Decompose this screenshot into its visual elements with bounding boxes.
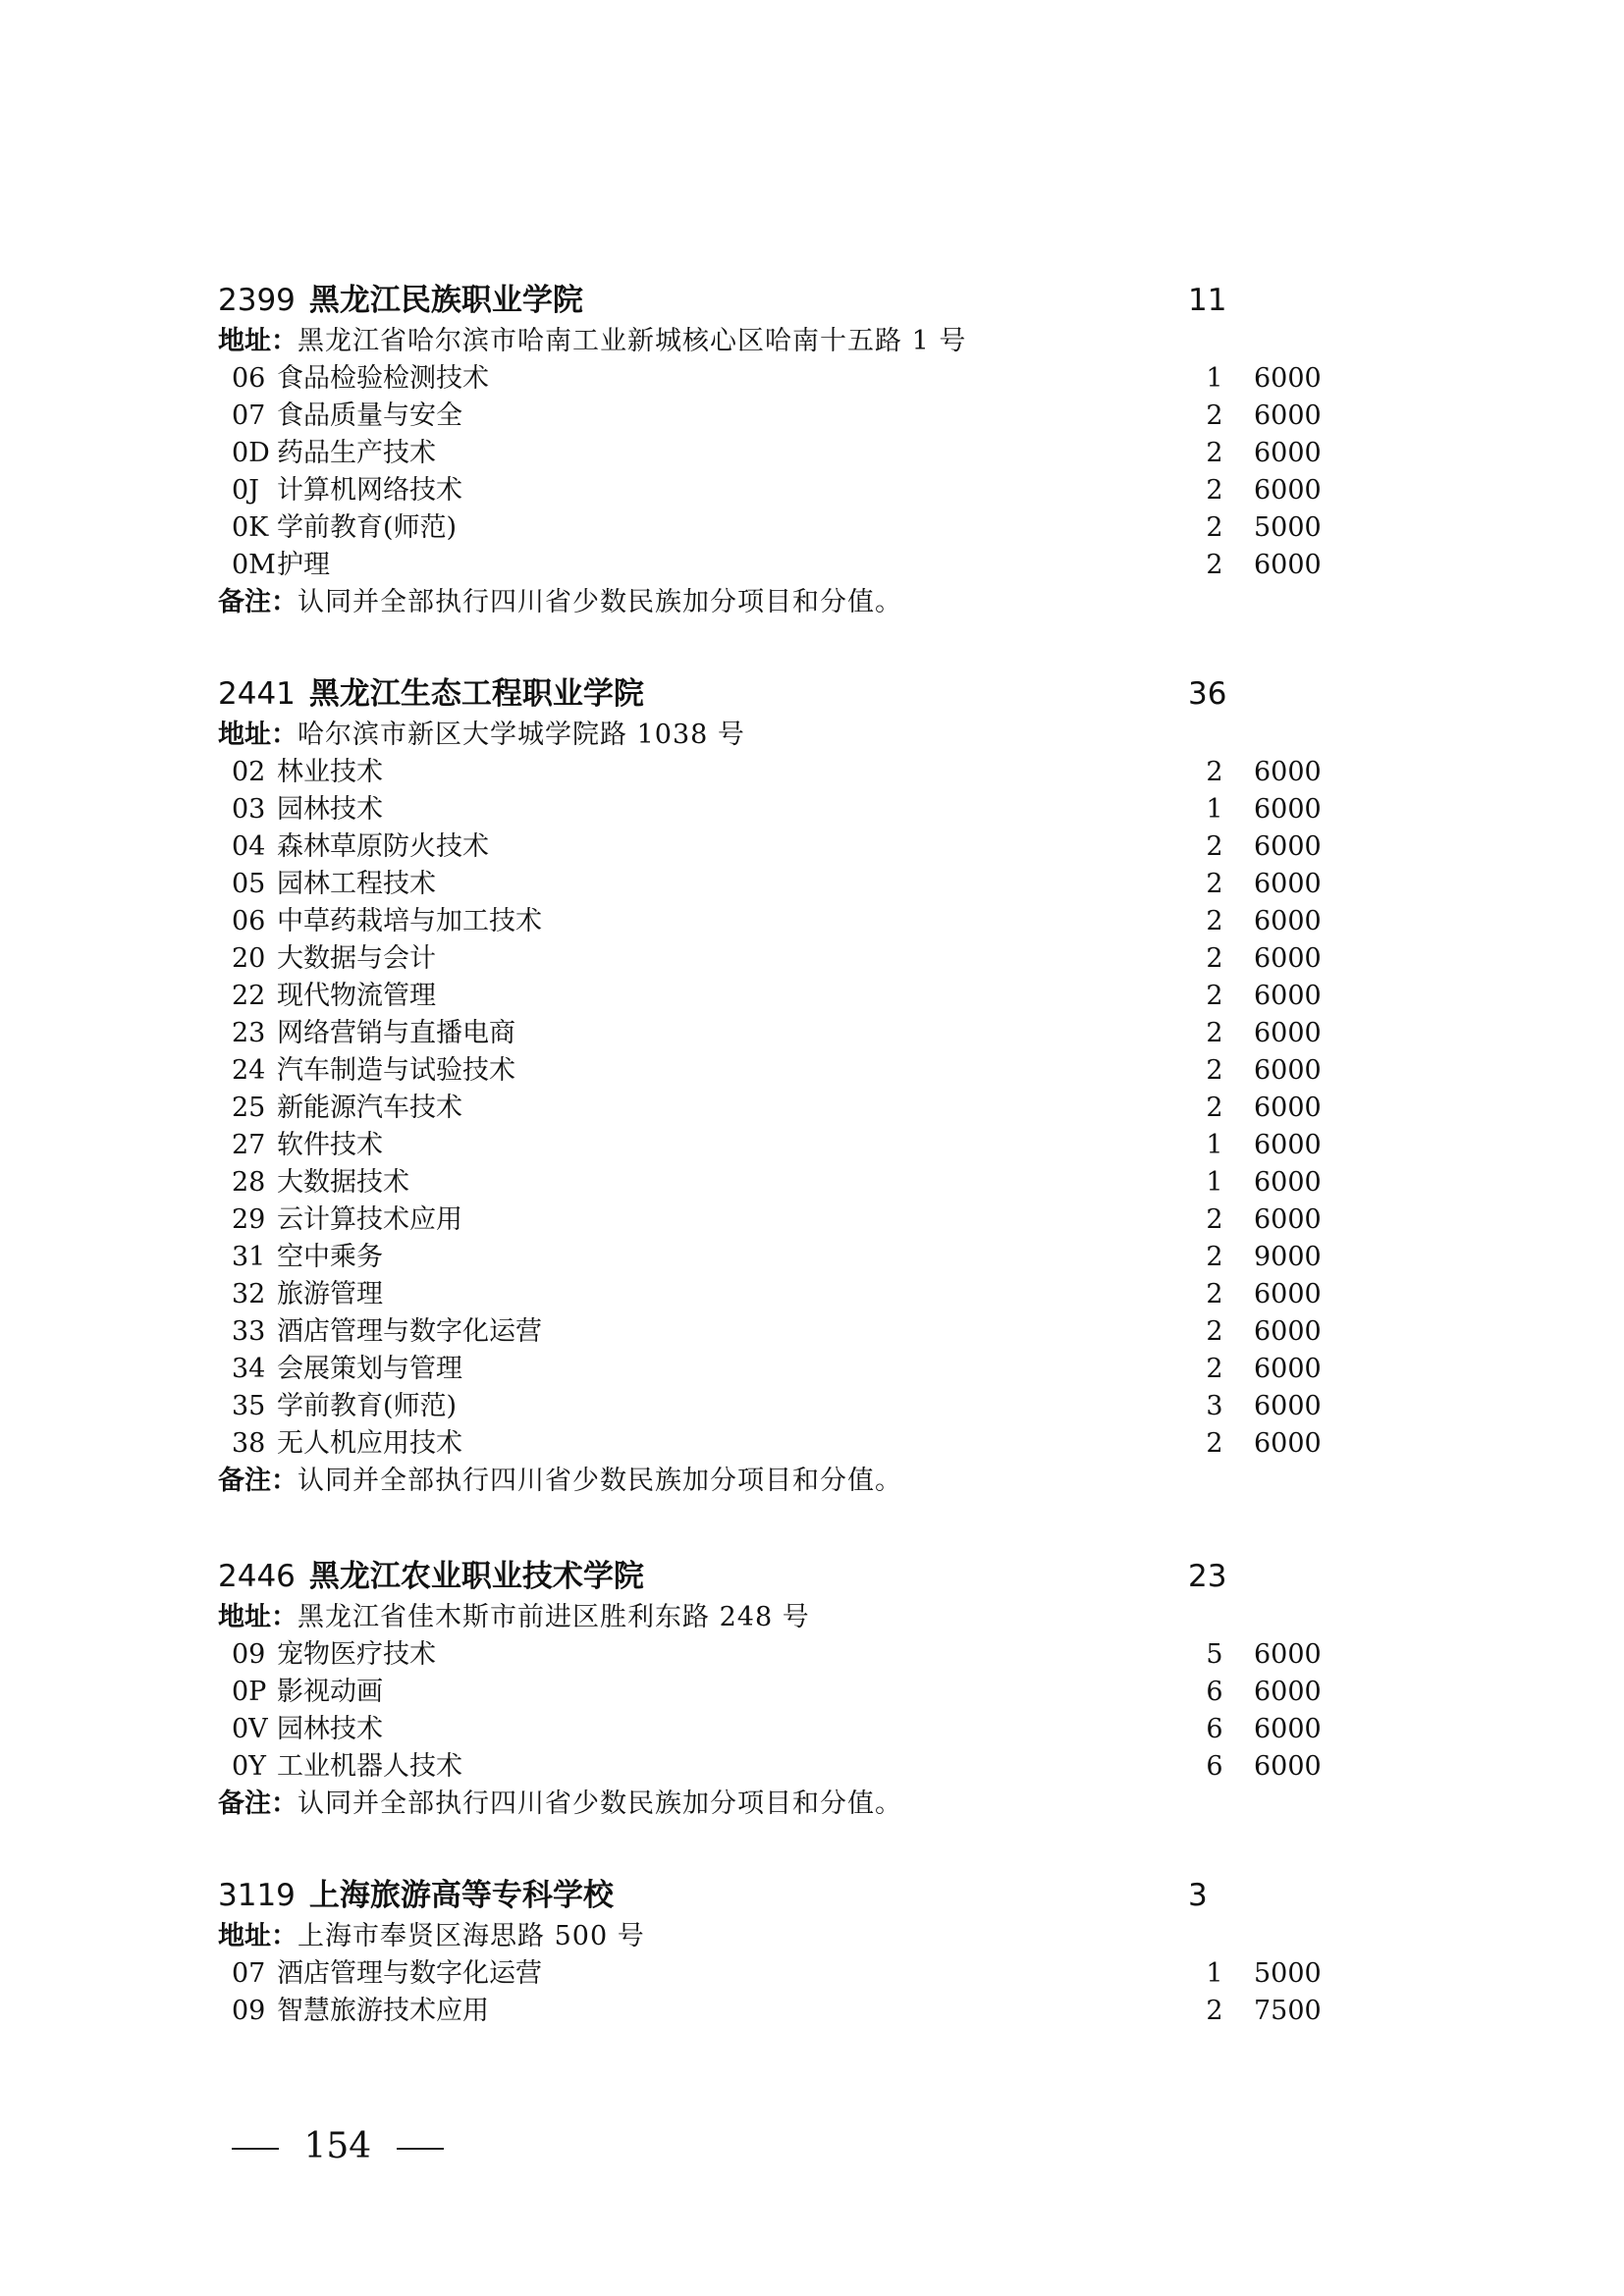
major-name: 中草药栽培与加工技术 <box>277 906 542 936</box>
major-code: 05 <box>232 869 266 899</box>
major-row <box>218 435 1396 472</box>
major-tuition: 7500 <box>1254 1996 1322 2026</box>
major-code: 23 <box>232 1018 266 1048</box>
major-tuition: 5000 <box>1254 512 1322 543</box>
major-tuition: 6000 <box>1254 1428 1322 1459</box>
major-name: 酒店管理与数字化运营 <box>277 1316 542 1347</box>
school-address <box>218 717 1396 754</box>
major-row <box>218 754 1396 791</box>
major-name: 大数据技术 <box>277 1167 409 1198</box>
major-quota: 2 <box>1206 1354 1223 1384</box>
major-tuition: 6000 <box>1254 363 1322 394</box>
school-code: 2399 <box>218 283 296 318</box>
major-quota: 2 <box>1206 1279 1223 1309</box>
major-tuition: 6000 <box>1254 1714 1322 1744</box>
school-address <box>218 1599 1396 1636</box>
major-name: 学前教育(师范) <box>277 1391 458 1421</box>
major-row <box>218 1052 1396 1090</box>
major-name: 智慧旅游技术应用 <box>277 1996 489 2026</box>
note-value: 认同并全部执行四川省少数民族加分项目和分值。 <box>298 1789 902 1819</box>
major-tuition: 6000 <box>1254 1018 1322 1048</box>
note-value: 认同并全部执行四川省少数民族加分项目和分值。 <box>298 1466 902 1496</box>
major-code: 27 <box>232 1130 266 1160</box>
major-name: 新能源汽车技术 <box>277 1093 462 1123</box>
school-note <box>218 1463 1396 1500</box>
footer-dash-right <box>397 2148 444 2150</box>
footer-dash-left <box>232 2148 279 2150</box>
major-tuition: 6000 <box>1254 1130 1322 1160</box>
major-code: 0M <box>232 550 276 580</box>
note-label: 备注： <box>218 1789 298 1819</box>
major-tuition: 6000 <box>1254 1316 1322 1347</box>
major-quota: 1 <box>1206 1958 1223 1989</box>
address-label: 地址： <box>218 720 298 750</box>
major-quota: 2 <box>1206 1996 1223 2026</box>
major-name: 工业机器人技术 <box>277 1751 462 1782</box>
major-name: 会展策划与管理 <box>277 1354 462 1384</box>
major-name: 森林草原防火技术 <box>277 831 489 862</box>
major-tuition: 6000 <box>1254 1055 1322 1086</box>
major-code: 03 <box>232 794 266 825</box>
major-name: 影视动画 <box>277 1677 383 1707</box>
school-address <box>218 323 1396 360</box>
major-code: 34 <box>232 1354 266 1384</box>
major-quota: 2 <box>1206 1242 1223 1272</box>
major-tuition: 6000 <box>1254 1751 1322 1782</box>
major-quota: 2 <box>1206 1018 1223 1048</box>
major-row <box>218 828 1396 866</box>
school-code: 2441 <box>218 676 296 712</box>
major-name: 酒店管理与数字化运营 <box>277 1958 542 1989</box>
major-row <box>218 472 1396 509</box>
major-name: 园林工程技术 <box>277 869 436 899</box>
major-row <box>218 1164 1396 1201</box>
major-quota: 2 <box>1206 475 1223 506</box>
major-row <box>218 1313 1396 1351</box>
address-label: 地址： <box>218 326 298 356</box>
school-total-quota: 23 <box>1188 1559 1227 1594</box>
major-tuition: 6000 <box>1254 1279 1322 1309</box>
major-quota: 1 <box>1206 363 1223 394</box>
major-code: 07 <box>232 400 266 431</box>
major-tuition: 6000 <box>1254 550 1322 580</box>
major-code: 09 <box>232 1996 266 2026</box>
major-name: 软件技术 <box>277 1130 383 1160</box>
major-tuition: 6000 <box>1254 1677 1322 1707</box>
major-quota: 2 <box>1206 943 1223 974</box>
major-code: 0Y <box>232 1751 267 1782</box>
school-note <box>218 1786 1396 1823</box>
major-quota: 3 <box>1206 1391 1223 1421</box>
major-tuition: 6000 <box>1254 1354 1322 1384</box>
major-quota: 2 <box>1206 1204 1223 1235</box>
major-code: 31 <box>232 1242 266 1272</box>
address-value: 黑龙江省哈尔滨市哈南工业新城核心区哈南十五路 1 号 <box>298 326 967 356</box>
major-row <box>218 1090 1396 1127</box>
major-name: 大数据与会计 <box>277 943 436 974</box>
major-row <box>218 1425 1396 1463</box>
major-name: 食品检验检测技术 <box>277 363 489 394</box>
major-tuition: 6000 <box>1254 1391 1322 1421</box>
major-name: 旅游管理 <box>277 1279 383 1309</box>
major-quota: 2 <box>1206 550 1223 580</box>
major-quota: 2 <box>1206 869 1223 899</box>
major-code: 06 <box>232 906 266 936</box>
major-name: 园林技术 <box>277 794 383 825</box>
major-tuition: 6000 <box>1254 475 1322 506</box>
major-name: 园林技术 <box>277 1714 383 1744</box>
major-tuition: 6000 <box>1254 794 1322 825</box>
note-label: 备注： <box>218 1466 298 1496</box>
major-quota: 2 <box>1206 400 1223 431</box>
major-code: 35 <box>232 1391 266 1421</box>
school-address <box>218 1918 1396 1955</box>
school-block <box>218 278 1396 621</box>
school-total-quota: 3 <box>1188 1878 1208 1913</box>
major-tuition: 6000 <box>1254 757 1322 787</box>
major-quota: 2 <box>1206 1316 1223 1347</box>
major-name: 学前教育(师范) <box>277 512 458 543</box>
major-code: 06 <box>232 363 266 394</box>
major-quota: 1 <box>1206 794 1223 825</box>
major-quota: 6 <box>1206 1714 1223 1744</box>
major-tuition: 6000 <box>1254 1204 1322 1235</box>
page-footer <box>218 2123 458 2170</box>
major-name: 汽车制造与试验技术 <box>277 1055 515 1086</box>
school-name: 黑龙江生态工程职业学院 <box>308 676 644 712</box>
major-row <box>218 1636 1396 1674</box>
major-row <box>218 509 1396 547</box>
major-code: 0J <box>232 475 260 506</box>
major-quota: 2 <box>1206 438 1223 468</box>
major-row <box>218 1748 1396 1786</box>
major-row <box>218 398 1396 435</box>
major-quota: 6 <box>1206 1677 1223 1707</box>
major-code: 0P <box>232 1677 267 1707</box>
major-row <box>218 1351 1396 1388</box>
school-name: 上海旅游高等专科学校 <box>308 1878 614 1913</box>
major-row <box>218 791 1396 828</box>
major-code: 38 <box>232 1428 266 1459</box>
major-quota: 2 <box>1206 1055 1223 1086</box>
school-block <box>218 1873 1396 2030</box>
major-quota: 2 <box>1206 981 1223 1011</box>
school-total-quota: 11 <box>1188 283 1227 318</box>
major-code: 0K <box>232 512 269 543</box>
major-name: 宠物医疗技术 <box>277 1639 436 1670</box>
major-code: 02 <box>232 757 266 787</box>
school-heading <box>218 1873 1396 1918</box>
major-code: 0V <box>232 1714 268 1744</box>
major-tuition: 6000 <box>1254 831 1322 862</box>
major-quota: 2 <box>1206 1428 1223 1459</box>
major-row <box>218 1388 1396 1425</box>
major-code: 22 <box>232 981 266 1011</box>
school-code: 3119 <box>218 1878 296 1913</box>
major-quota: 2 <box>1206 757 1223 787</box>
page-number: 154 <box>303 2126 372 2166</box>
address-value: 哈尔滨市新区大学城学院路 1038 号 <box>298 720 745 750</box>
major-row <box>218 1276 1396 1313</box>
school-heading <box>218 671 1396 717</box>
major-quota: 2 <box>1206 906 1223 936</box>
major-quota: 6 <box>1206 1751 1223 1782</box>
major-row <box>218 1711 1396 1748</box>
major-code: 32 <box>232 1279 266 1309</box>
major-row <box>218 978 1396 1015</box>
major-code: 28 <box>232 1167 266 1198</box>
major-tuition: 6000 <box>1254 981 1322 1011</box>
school-name: 黑龙江民族职业学院 <box>308 283 583 318</box>
major-name: 现代物流管理 <box>277 981 436 1011</box>
school-total-quota: 36 <box>1188 676 1227 712</box>
major-row <box>218 903 1396 940</box>
major-name: 护理 <box>277 550 330 580</box>
major-row <box>218 866 1396 903</box>
address-value: 黑龙江省佳木斯市前进区胜利东路 248 号 <box>298 1602 810 1632</box>
major-code: 09 <box>232 1639 266 1670</box>
major-quota: 2 <box>1206 831 1223 862</box>
major-tuition: 6000 <box>1254 438 1322 468</box>
major-row <box>218 1239 1396 1276</box>
major-code: 25 <box>232 1093 266 1123</box>
major-quota: 2 <box>1206 512 1223 543</box>
note-label: 备注： <box>218 587 298 617</box>
major-name: 药品生产技术 <box>277 438 436 468</box>
major-name: 计算机网络技术 <box>277 475 462 506</box>
major-row <box>218 547 1396 584</box>
major-quota: 1 <box>1206 1167 1223 1198</box>
school-code: 2446 <box>218 1559 296 1594</box>
school-heading <box>218 278 1396 323</box>
major-tuition: 6000 <box>1254 1167 1322 1198</box>
note-value: 认同并全部执行四川省少数民族加分项目和分值。 <box>298 587 902 617</box>
major-row <box>218 1015 1396 1052</box>
major-tuition: 6000 <box>1254 400 1322 431</box>
address-value: 上海市奉贤区海思路 500 号 <box>298 1921 645 1951</box>
major-row <box>218 1127 1396 1164</box>
major-quota: 1 <box>1206 1130 1223 1160</box>
address-label: 地址： <box>218 1602 298 1632</box>
major-quota: 2 <box>1206 1093 1223 1123</box>
major-row <box>218 1201 1396 1239</box>
major-row <box>218 1993 1396 2030</box>
major-code: 20 <box>232 943 266 974</box>
school-block <box>218 1554 1396 1823</box>
major-code: 07 <box>232 1958 266 1989</box>
major-row <box>218 940 1396 978</box>
major-quota: 5 <box>1206 1639 1223 1670</box>
major-code: 24 <box>232 1055 266 1086</box>
major-name: 无人机应用技术 <box>277 1428 462 1459</box>
school-name: 黑龙江农业职业技术学院 <box>308 1559 644 1594</box>
major-tuition: 6000 <box>1254 869 1322 899</box>
school-block <box>218 671 1396 1500</box>
school-note <box>218 584 1396 621</box>
major-code: 33 <box>232 1316 266 1347</box>
major-row <box>218 1674 1396 1711</box>
major-name: 食品质量与安全 <box>277 400 462 431</box>
major-row <box>218 1955 1396 1993</box>
major-tuition: 6000 <box>1254 1093 1322 1123</box>
major-tuition: 6000 <box>1254 943 1322 974</box>
major-tuition: 5000 <box>1254 1958 1322 1989</box>
major-name: 空中乘务 <box>277 1242 383 1272</box>
major-row <box>218 360 1396 398</box>
major-tuition: 9000 <box>1254 1242 1322 1272</box>
school-heading <box>218 1554 1396 1599</box>
major-code: 0D <box>232 438 270 468</box>
major-code: 04 <box>232 831 266 862</box>
major-name: 网络营销与直播电商 <box>277 1018 515 1048</box>
major-tuition: 6000 <box>1254 1639 1322 1670</box>
major-name: 林业技术 <box>277 757 383 787</box>
major-code: 29 <box>232 1204 266 1235</box>
major-tuition: 6000 <box>1254 906 1322 936</box>
major-name: 云计算技术应用 <box>277 1204 462 1235</box>
address-label: 地址： <box>218 1921 298 1951</box>
